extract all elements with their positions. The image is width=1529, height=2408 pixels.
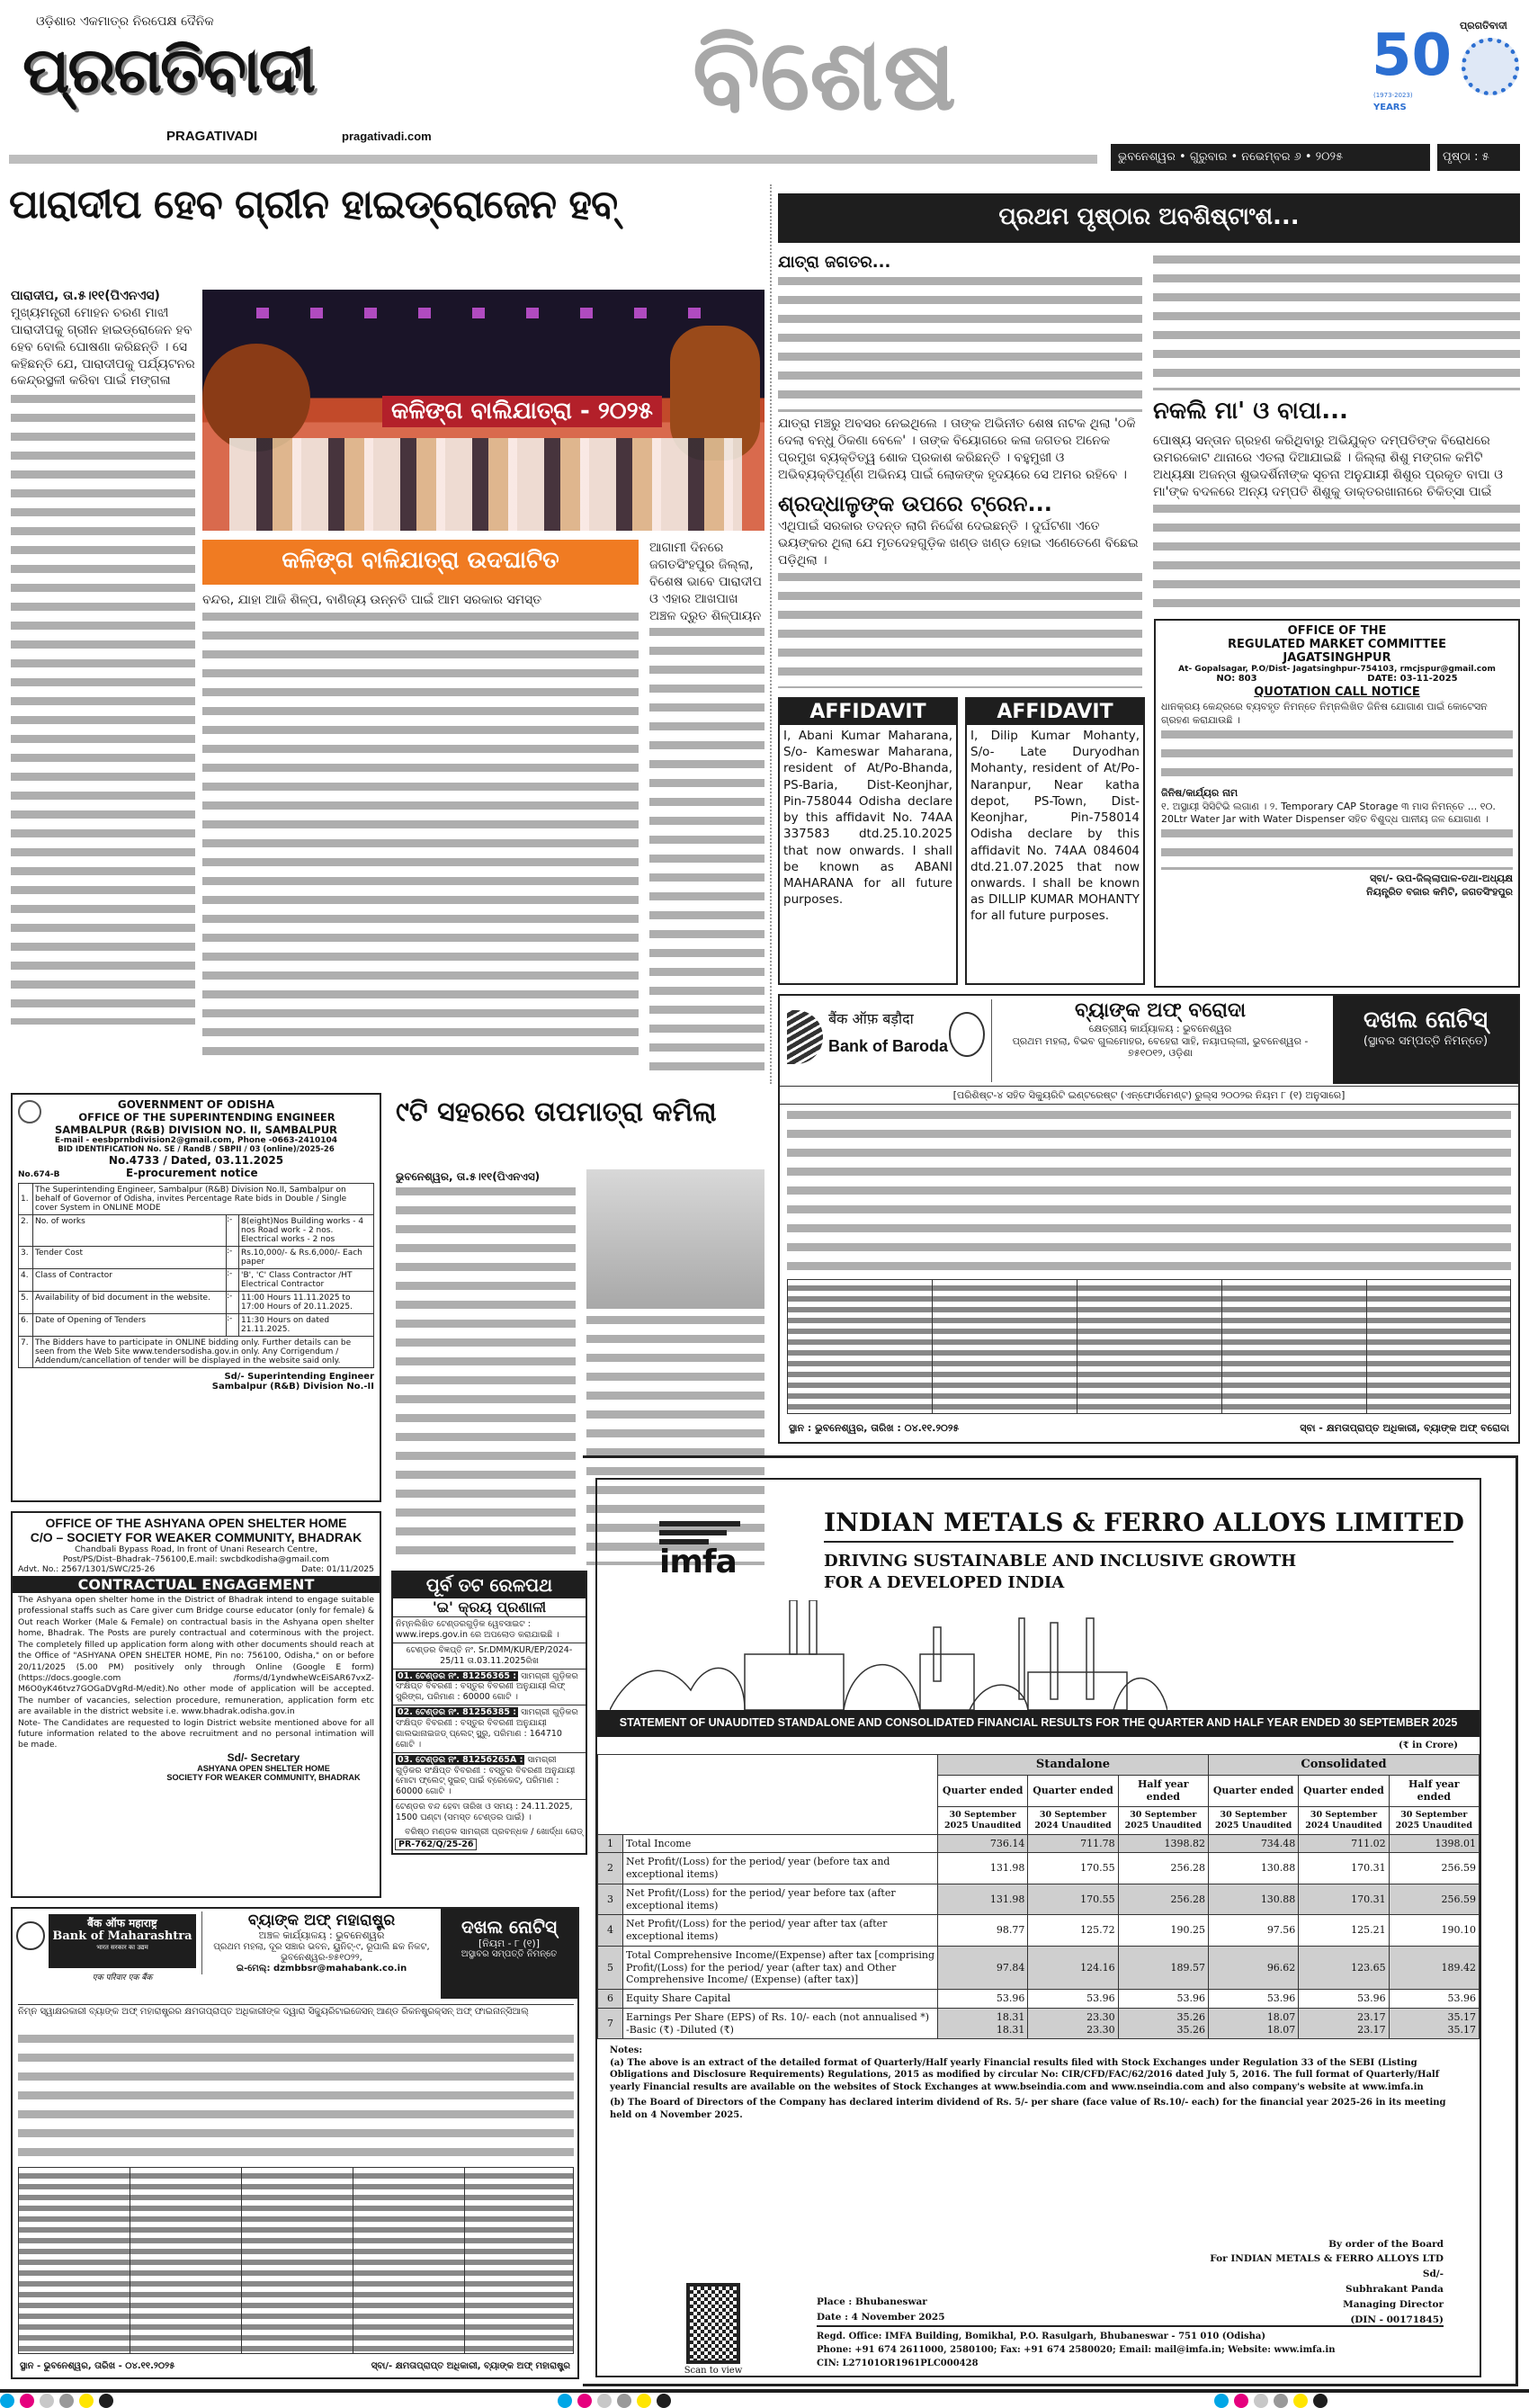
tender-item bbox=[393, 1669, 586, 1705]
tender-row bbox=[19, 1247, 374, 1269]
row-value: 35.17 35.17 bbox=[1389, 2008, 1479, 2039]
tender-description: ସାମଗ୍ରୀ ଗୁଡ଼ିକର ସଂକ୍ଷିପ୍ତ ବିବରଣୀ : ବସ୍ତୁର ବିବରଣୀ ଅନୁଯାୟୀ ଲିଫ୍ ସ୍ପ୍ରିଙ୍ଗ, ପରିମାଣ : 60000 ଗୋଟି । bbox=[396, 1670, 578, 1703]
notice-title: ଦଖଲ ନୋଟିସ୍ bbox=[460, 1916, 558, 1938]
row-number: 7 bbox=[598, 2008, 623, 2039]
section-title: ବିଶେଷ bbox=[693, 17, 957, 132]
row-value: 256.59 bbox=[1389, 1853, 1479, 1884]
blank-header bbox=[598, 1755, 938, 1835]
row-value: 736.14 bbox=[938, 1834, 1028, 1853]
result-row bbox=[598, 1884, 1480, 1915]
lead-headline: ପାରାଦୀପ ହେବ ଗ୍ରୀନ ହାଇଡ୍ରୋଜେନ ହବ୍ bbox=[9, 182, 618, 228]
bob-b-icon bbox=[787, 1010, 823, 1064]
lead-col3: ଆଗାମୀ ଦିନରେ ଜଗତସିଂହପୁର ଜିଲ୍ଲା, ବିଶେଷ ଭାବେ ପାରାଦୀପ ଓ ଏହାର ଆଖପାଖ ଅଞ୍ଚଳ ଦ୍ରୁତ ଶିଳ୍ପାୟନ bbox=[649, 540, 764, 1078]
column-type: Quarter ended bbox=[1299, 1776, 1389, 1807]
tender-item bbox=[393, 1705, 586, 1752]
row-value: 189.57 bbox=[1118, 1946, 1208, 1989]
row-value: 130.88 bbox=[1208, 1853, 1298, 1884]
row-label: Net Profit/(Loss) for the period/ year after tax (after exceptional items) bbox=[623, 1915, 938, 1947]
row-value: 124.16 bbox=[1028, 1946, 1118, 1989]
result-row bbox=[598, 1915, 1480, 1947]
registration-dot bbox=[40, 2394, 54, 2408]
tender-note: The Bidders have to participate in ONLINE bidding only. Further details can be seen from the Web Site www.tendersodisha.gov.in only. Any Corrigendum / Addendum/cancellation of tender will be displayed in the website said only. bbox=[33, 1337, 374, 1368]
result-row bbox=[598, 1853, 1480, 1884]
tender-no: 1. bbox=[19, 1184, 33, 1215]
row-value: 98.77 bbox=[938, 1915, 1028, 1947]
tender-no: 4. bbox=[19, 1269, 33, 1292]
row-number: 3 bbox=[598, 1884, 623, 1915]
tagline: ଓଡ଼ିଶାର ଏକମାତ୍ର ନିରପେକ୍ଷ ଦୈନିକ bbox=[36, 14, 214, 29]
fog-photo bbox=[586, 1169, 764, 1309]
factory-illustration bbox=[610, 1600, 1167, 1710]
row-value: 97.84 bbox=[938, 1946, 1028, 1989]
tender-value: 11:30 Hours on dated 21.11.2025. bbox=[239, 1314, 374, 1337]
row-value: 53.96 bbox=[1208, 1990, 1298, 2009]
row-value: 170.55 bbox=[1028, 1884, 1118, 1915]
lead-photo bbox=[202, 290, 764, 531]
row-label: Total Income bbox=[623, 1834, 938, 1853]
row-value: 53.96 bbox=[1118, 1990, 1208, 2009]
separator: :- bbox=[227, 1269, 239, 1292]
tender-label: No. of works bbox=[33, 1215, 227, 1247]
quotation-notice: OFFICE OF THE REGULATED MARKET COMMITTEE JAGATSINGHPUR At- Gopalsagar, P.O/Dist- Jagatsinghpur-754103, rmcjspur@gmail.com NO: 803 DATE: 03-11-2025 QUOTATION CALL NOTICE ଧାନକ୍ରୟ କେନ୍ଦ୍ରରେ ବ୍ୟବହୃତ ନିମନ୍ତେ ନିମ୍ନଲିଖିତ ଜିନିଷ ଯୋଗାଣ ପାଇଁ କୋଟେସନ ଗ୍ରହଣ କରାଯାଉଛି । ଜିନିଷ/କାର୍ଯ୍ୟର ନାମ ୧. ଅସ୍ଥାୟୀ ସିସିଟିଭି ଲଗାଣ । ୨. Temporary CAP Storage ୩ ମାସ ନିମନ୍ତେ ... ୧୦. 20Ltr Water Jar with Water Dispenser ସହିତ ବିଶୁଦ୍ଧ ପାନୀୟ ଜଳ ଯୋଗାଣ । ସ୍ବା/- ଉପ-ଜିଲ୍ଲାପାଳ-ତଥା-ଅଧ୍ୟକ୍ଷ ନିୟନ୍ତ୍ରିତ ବଜାର କମିଟି, ଜଗତସିଂହପୁର bbox=[1154, 619, 1520, 988]
tender-no: 5. bbox=[19, 1292, 33, 1314]
row-number: 1 bbox=[598, 1834, 623, 1853]
row-value: 125.21 bbox=[1299, 1915, 1389, 1947]
separator: :- bbox=[227, 1292, 239, 1314]
column-type: Half year ended bbox=[1118, 1776, 1208, 1807]
tender-no: 2. bbox=[19, 1215, 33, 1247]
header-rule bbox=[9, 155, 1097, 164]
section-title: ଯାତ୍ରା ଜଗତର... bbox=[778, 253, 891, 272]
column-date: 30 September 2025 Unaudited bbox=[1208, 1806, 1298, 1834]
affidavit-1: AFFIDAVIT I, Abani Kumar Maharana, S/o- Kameswar Maharana, resident of At/Po-Bhanda, PS-Baria, Dist-Keonjhar, Pin-758044 Odisha declare by this affidavit No. 74AA 337583 dtd.25.10.2025 that now onwards. I shall be known as ABANI MAHARANA for all future purposes. bbox=[778, 697, 958, 985]
weather-col1: ଭୁବନେଶ୍ୱର, ତା.୫।୧୧(ପିଏନଏସ) bbox=[396, 1169, 576, 1565]
row-value: 23.17 23.17 bbox=[1299, 2008, 1389, 2039]
tender-label: Tender Cost bbox=[33, 1247, 227, 1269]
row-value: 125.72 bbox=[1028, 1915, 1118, 1947]
masthead bbox=[0, 0, 1529, 175]
separator: :- bbox=[227, 1247, 239, 1269]
tender-no: 3. bbox=[19, 1247, 33, 1269]
affidavit-2: AFFIDAVIT I, Dilip Kumar Mohanty, S/o- Late Duryodhan Mohanty, resident of At/Po-Naranpur, Near katha depot, PS-Town, Dist-Keonjhar, Pin-758014 Odisha declare by this affidavit No. 74AA 084604 dtd.21.07.2025 that now onwards. I shall be known as DILLIP KUMAR MOHANTY for all future purposes. bbox=[965, 697, 1145, 985]
lead-col1 bbox=[11, 288, 195, 1079]
row-label: Total Comprehensive Income/(Expense) after tax [comprising Profit/(Loss) for the period/ year (after tax) and Other Comprehensive Income/ (Expense) (after tax)] bbox=[623, 1946, 938, 1989]
row-value: 711.02 bbox=[1299, 1834, 1389, 1853]
row-number: 5 bbox=[598, 1946, 623, 1989]
row-label: Earnings Per Share (EPS) of Rs. 10/- each (not annualised *) -Basic (₹) -Diluted (₹) bbox=[623, 2008, 938, 2039]
tender-row bbox=[19, 1314, 374, 1337]
continuation-col2: ନକଲି ମା' ଓ ବାପା... ପୋଷ୍ୟ ସନ୍ତାନ ଗ୍ରହଣ କରିଥିବାରୁ ଅଭିଯୁକ୍ତ ଦମ୍ପତିଙ୍କ ବିରୋଧରେ ଉମରକୋଟ ଥାନାରେ ଏତଲା ଦିଆଯାଇଛି । ଜିଲ୍ଲା ଶିଶୁ ମଙ୍ଗଳ କମିଟି ଅଧ୍ୟକ୍ଷା ଅଜନ୍ତା ଶୁଭଦର୍ଶିନୀଙ୍କ ସୂଚନା ଅନୁଯାୟୀ ଶିଶୁର ପ୍ରକୃତ ବାପା ଓ ମା'ଙ୍କ ବଦଳରେ ଅନ୍ୟ ଦମ୍ପତି ଶିଶୁକୁ ଡାକ୍ତରଖାନାରେ ଚିକିତ୍ସା ପାଇଁ bbox=[1153, 252, 1520, 612]
lead-intro: ମୁଖ୍ୟମନ୍ତ୍ରୀ ମୋହନ ଚରଣ ମାଝୀ ପାରାଦୀପକୁ ଗ୍ରୀନ ହାଇଡ୍ରୋଜେନ ହବ ହେବ ବୋଲି ଘୋଷଣା କରିଛନ୍ତି । ସେ କହିଛନ୍ତି ଯେ, ପାରାଦୀପକୁ ପର୍ଯ୍ୟଟନର କେନ୍ଦ୍ରସ୍ଥଳୀ କରିବା ପାଇଁ ମଙ୍ଗଳା bbox=[11, 305, 195, 389]
column-date: 30 September 2025 Unaudited bbox=[1389, 1806, 1479, 1834]
registration-dot bbox=[79, 2394, 94, 2408]
tender-value: 8(eight)Nos Building works - 4 nos Road work - 2 nos. Electrical works - 2 nos bbox=[239, 1215, 374, 1247]
bob-logo: बैंक ऑफ़ बड़ौदा Bank of Baroda bbox=[787, 1003, 944, 1075]
row-value: 256.28 bbox=[1118, 1853, 1208, 1884]
registration-dot bbox=[617, 2394, 631, 2408]
subhead-banner: କଳିଙ୍ଗ ବାଳିଯାତ୍ରା ଉଦଘାଟିତ bbox=[202, 540, 639, 585]
registration-dot bbox=[99, 2394, 113, 2408]
row-value: 1398.01 bbox=[1389, 1834, 1479, 1853]
row-value: 123.65 bbox=[1299, 1946, 1389, 1989]
column-type: Quarter ended bbox=[1028, 1776, 1118, 1807]
bom-table bbox=[18, 2167, 574, 2354]
dateline: ଭୁବନେଶ୍ୱର • ଗୁରୁବାର • ନଭେମ୍ବର ୬ • ୨୦୨୫ bbox=[1111, 144, 1430, 171]
ashyana-notice: OFFICE OF THE ASHYANA OPEN SHELTER HOME C/O – SOCIETY FOR WEAKER COMMUNITY, BHADRAK Chandbali Bypass Road, In front of Unani Research Centre, Post/PS/Dist–Bhadrak–756100,E.mail: swcbdkodisha@gmail.com Advt. No.: 2567/1301/SWC/25-26 Date: 01/11/2025 CONTRACTUAL ENGAGEMENT The Ashyana open shelter home in the District of Bhadrak intend to engage suitable professional staffs such as Care giver cum Bridge course educator (only for female) & Out reach Worker (Male & Female) on contractual basis in the Ashyana open shelter home, Bhadrak. The Posts are purely contractual and coterminous with the project. The completely filled up application form along with other documents should reach at the Office of "ASHYANA OPEN SHELTER HOME, Pin no: 756100, Odisha," on or before 20/11/2025 (5.00 PM) positively only through Online (Google E form) (https://docs.google.com /forms/d/1yndwheWcEiSAR67vxZ-M6O0yK46tvz7GOGaDVgRd-M/edit).No other mode of application will be accepted. The number of vacancies, selection procedure, remuneration, application form etc are available in the district website i.e. www.bhadrak.odisha.gov.in Note- The Candidates are requested to login District website mentioned above for all future information related to the above recruitment and no personal intimation will be made. Sd/- Secretary ASHYANA OPEN SHELTER HOME SOCIETY FOR WEAKER COMMUNITY, BHADRAK bbox=[11, 1511, 381, 1898]
group-header: Standalone bbox=[938, 1755, 1209, 1776]
column-date: 30 September 2024 Unaudited bbox=[1028, 1806, 1118, 1834]
group-header: Consolidated bbox=[1208, 1755, 1479, 1776]
bob-possession-notice: बैंक ऑफ़ बड़ौदा Bank of Baroda ବ୍ୟାଙ୍କ ଅଫ୍ ବରୋଦା କ୍ଷେତ୍ରୀୟ କାର୍ଯ୍ୟାଳୟ : ଭୁବନେଶ୍ୱର ପ୍ରଥମ ମହଲା, ବିଭବ ଗୁଲମୋହର, ବେହେରା ସାହି, ନୟାପଲ୍ଲୀ, ଭୁବନେଶ୍ୱର - ୭୫୧୦୧୨, ଓଡ଼ିଶା ଦଖଲ ନୋଟିସ୍ (ସ୍ଥାବର ସମ୍ପତ୍ତି ନିମନ୍ତେ) [ପରିଶିଷ୍ଟ-୪ ସହିତ ସିକ୍ୟୁରିଟି ଇଣ୍ଟରେଷ୍ଟ (ଏନ୍‌ଫୋର୍ସମେଣ୍ଟ) ରୁଲ୍ସ ୨୦୦୨ର ନିୟମ ୮ (୧) ଅନୁସାରେ] ସ୍ଥାନ : ଭୁବନେଶ୍ୱର, ତାରିଖ : ୦୪.୧୧.୨୦୨୫ ସ୍ବା - କ୍ଷମତାପ୍ରାପ୍ତ ଅଧିକାରୀ, ବ୍ୟାଙ୍କ ଅଫ୍ ବରୋଦା bbox=[778, 994, 1520, 1444]
row-value: 256.59 bbox=[1389, 1884, 1479, 1915]
row-value: 18.31 18.31 bbox=[938, 2008, 1028, 2039]
notice-title: ଦଖଲ ନୋଟିସ୍ bbox=[1364, 1007, 1488, 1034]
row-value: 53.96 bbox=[1389, 1990, 1479, 2009]
financial-results-table bbox=[597, 1754, 1480, 2039]
row-value: 53.96 bbox=[1028, 1990, 1118, 2009]
row-label: Net Profit/(Loss) for the period/ year before tax (after exceptional items) bbox=[623, 1884, 938, 1915]
result-row bbox=[598, 2008, 1480, 2039]
tender-number: 01. ଟେଣ୍ଡର ନଂ. 81256365 : bbox=[398, 1670, 517, 1681]
row-value: 53.96 bbox=[938, 1990, 1028, 2009]
tender-description: ସାମଗ୍ରୀ ଗୁଡ଼ିକର ସଂକ୍ଷିପ୍ତ ବିବରଣୀ : ବସ୍ତୁର ବିବରଣୀ ଅନୁଯାୟୀ ଗାଲଭାନାଇଜଡ୍ ପ୍ଲେଟ୍ ସ୍କ୍ରୁ, ପରିମାଣ : 164710 ଗୋଟି । bbox=[396, 1707, 578, 1750]
registration-dot bbox=[637, 2394, 651, 2408]
imfa-advert: imfa INDIAN METALS & FERRO ALLOYS LIMITED DRIVING SUSTAINABLE AND INCLUSIVE GROWTH FOR A DEVELOPED INDIA STATEMENT OF UNAUDITED STANDALONE AND CONSOLIDATED FINANCIAL RESULTS FOR THE QUARTER AND HALF YEAR ENDED 30 SEPTEMBER 2025 (₹ in Crore) Standalone Consolidated Quarter ended Quarter ended Half year ended Quarter ended Quarter ended Half year ended 30 September 2025 Unaudited 30 September 2024 Unaudited 30 September 2025 Unaudited 30 September 2025 Unaudited 30 September 2024 Unaudited 30 September 2025 Unaudited 1 Total Income 736.14 711.78 1398.82 734.48 711.02 1398.01 2 Net Profit/(Loss) for the period/ year (before tax and exceptional items) 131.98 170.55 256.28 130.88 170.31 256.59 3 Net Profit/(Loss) for the period/ year before tax (after exceptional items) 131.98 170.55 256.28 130.88 170.31 256.59 4 Net Profit/(Loss) for the period/ year after tax (after exceptional items) 98.77 125.72 190.25 97.56 125.21 190.10 5 Total Comprehensive Income/(Expense) after tax [comprising Profit/(Loss) for the period/ year (after tax) and Other Comprehensive Income/ (Expense) (after tax)] 97.84 124.16 189.57 96.62 123.65 189.42 6 Equity Share Capital 53.96 53.96 53.96 53.96 53.96 53.96 7 Earnings Per Share (EPS) of Rs. 10/- each (not annualised *) -Basic (₹) -Diluted (₹) 18.31 18.31 23.30 23.30 35.26 35.26 18.07 18.07 23.17 23.17 35.17 35.17 Notes: (a) The above is an extract of the detailed format of Quarterly/Half yearly Financial results filed with Stock Exchanges under Regulation 33 of the SEBI (Listing Obligations and Disclosure Requirements) Regulations, 2015 as modified by circular No: CIR/CFD/FAC/62/2016 dated July 5, 2016. The full format of Quarterly/Half yearly Financial results are available on the websites of Stock Exchanges at www.bseindia.com and www.nseindia.com and also company's website at www.imfa.in (b) The Board of Directors of the Company has declared interim dividend of Rs. 5/- per share (face value of Rs.10/- each) for the financial year 2025-26 in its meeting held on 4 November 2025. Scan to view By order of the Board For INDIAN METALS & FERRO ALLOYS LTD Sd/- Subhrakant Panda Managing Director (DIN - 00171845) Place : Bhubaneswar Date : 4 November 2025 Regd. Office: IMFA Building, Bomikhal, P.O. Rasulgarh, Bhubaneswar - 751 010 (Odisha) Phone: +91 674 2611000, 2580100; Fax: +91 674 2580020; Email: mail@imfa.in; Website: www.imfa.in CIN: L27101OR1961PLC000428 bbox=[583, 1455, 1518, 2386]
registration-dot bbox=[558, 2394, 572, 2408]
registration-dot bbox=[1254, 2394, 1268, 2408]
qr-code[interactable] bbox=[686, 2283, 740, 2364]
registration-dot bbox=[59, 2394, 74, 2408]
row-label: Equity Share Capital bbox=[623, 1990, 938, 2009]
registration-dot bbox=[1234, 2394, 1248, 2408]
imfa-logo: imfa bbox=[659, 1521, 749, 1580]
row-value: 190.10 bbox=[1389, 1915, 1479, 1947]
result-row bbox=[598, 1946, 1480, 1989]
row-value: 130.88 bbox=[1208, 1884, 1298, 1915]
govt-eprocurement-notice: GOVERNMENT OF ODISHA OFFICE OF THE SUPERINTENDING ENGINEER SAMBALPUR (R&B) DIVISION NO. II, SAMBALPUR E-mail - eesbprnbdivision2@gmail.com, Phone -0663-2410104 BID IDENTIFICATION No. SE / RandB / SBPII / 03 (online)/2025-26 No.4733 / Dated, 03.11.2025 No.674-B E-procurement notice 1. The Superintending Engineer, Sambalpur (R&B) Division No.II, Sambalpur on behalf of Governor of Odisha, invites Percentage Rate bids in Double / Single cover System in ONLINE MODE 2. No. of works :- 8(eight)Nos Building works - 4 nos Road work - 2 nos. Electrical works - 2 nos 3. Tender Cost :- Rs.10,000/- & Rs.6,000/- Each paper 4. Class of Contractor :- 'B', 'C' Class Contractor /HT Electrical Contractor 5. Availability of bid document in the website. :- 11:00 Hours 11.11.2025 to 17:00 Hours of 20.11.2025. 6. Date of Opening of Tenders :- 11:30 Hours on dated 21.11.2025. 7. The Bidders have to participate in ONLINE bidding only. Further details can be seen from the Web Site www.tendersodisha.gov.in only. Any Corrigendum / Addendum/cancellation of tender will be displayed in the website said only. Sd/- Superintending Engineer Sambalpur (R&B) Division No.-II bbox=[11, 1093, 381, 1502]
row-value: 190.25 bbox=[1118, 1915, 1208, 1947]
column-type: Quarter ended bbox=[938, 1776, 1028, 1807]
result-row bbox=[598, 1834, 1480, 1853]
registration-dot bbox=[657, 2394, 671, 2408]
tender-label: Availability of bid document in the website. bbox=[33, 1292, 227, 1314]
row-value: 131.98 bbox=[938, 1853, 1028, 1884]
separator: :- bbox=[227, 1314, 239, 1337]
row-value: 711.78 bbox=[1028, 1834, 1118, 1853]
row-value: 170.55 bbox=[1028, 1853, 1118, 1884]
bom-emblem-icon bbox=[16, 1921, 45, 1950]
bob-emblem-icon bbox=[949, 1012, 985, 1057]
registration-dot bbox=[1214, 2394, 1229, 2408]
registration-dot bbox=[577, 2394, 592, 2408]
tender-value: 'B', 'C' Class Contractor /HT Electrical Contractor bbox=[239, 1269, 374, 1292]
row-value: 96.62 bbox=[1208, 1946, 1298, 1989]
column-divider bbox=[770, 184, 772, 1084]
odisha-emblem-icon bbox=[18, 1100, 41, 1123]
registration-marks bbox=[0, 2394, 1529, 2408]
factory-skyline bbox=[610, 1600, 1167, 1710]
registration-dot bbox=[1274, 2394, 1288, 2408]
tender-no: 7. bbox=[19, 1337, 33, 1368]
tender-number: 02. ଟେଣ୍ଡର ନଂ. 81256385 : bbox=[398, 1707, 517, 1718]
seal-icon bbox=[1462, 38, 1519, 95]
continuation-band: ପ୍ରଥମ ପୃଷ୍ଠାର ଅବଶିଷ୍ଟାଂଶ... bbox=[778, 193, 1520, 243]
tender-value: 11:00 Hours 11.11.2025 to 17:00 Hours of 20.11.2025. bbox=[239, 1292, 374, 1314]
bom-possession-notice: बैंक ऑफ महाराष्ट्र Bank of Maharashtra भारत सरकार का उद्यम एक परिवार एक बैंक ବ୍ୟାଙ୍କ ଅଫ୍ ମହାରାଷ୍ଟ୍ର ଅଞ୍ଚଳ କାର୍ଯ୍ୟାଳୟ : ଭୁବନେଶ୍ୱର ପ୍ରଥମ ମହଲା, ଦୂର ସଞ୍ଚାର ଭବନ, ୟୁନିଟ୍-୯, ରୂପାଲି ଛକ ନିକଟ, ଭୁବନେଶ୍ୱର-୭୫୧୦୨୨, ଇ-ମେଲ୍: dzmbbsr@mahabank.co.in ଦଖଲ ନୋଟିସ୍ [ନିୟମ - ୮ (୧)] ଅସ୍ଥାବର ସମ୍ପତ୍ତି ନିମନ୍ତେ ନିମ୍ନ ସ୍ୱାକ୍ଷରକାରୀ ବ୍ୟାଙ୍କ ଅଫ୍ ମହାରାଷ୍ଟ୍ରର କ୍ଷମତାପ୍ରାପ୍ତ ଅଧିକାରୀଙ୍କ ଦ୍ୱାରା ସିକ୍ୟୁରିଟାଇଜେସନ୍ ଆଣ୍ଡ ରିକନଷ୍ଟ୍ରକ୍ସନ୍ ଅଫ୍ ଫାଇନାନ୍ସିଆଲ୍ ସ୍ଥାନ - ଭୁବନେଶ୍ୱର, ତାରିଖ - ୦୪.୧୧.୨୦୨୫ ସ୍ବା/- କ୍ଷମତାପ୍ରାପ୍ତ ଅଧିକାରୀ, ବ୍ୟାଙ୍କ ଅଫ୍ ମହାରାଷ୍ଟ୍ର bbox=[11, 1907, 579, 2379]
row-value: 35.26 35.26 bbox=[1118, 2008, 1208, 2039]
row-value: 170.31 bbox=[1299, 1853, 1389, 1884]
photo-banner: କଳିଙ୍ଗ ବାଲିଯାତ୍ରା - ୨୦୨୫ bbox=[382, 396, 662, 427]
row-number: 6 bbox=[598, 1990, 623, 2009]
weather-headline: ୯ଟି ସହରରେ ତାପମାତ୍ରା କମିଲା bbox=[396, 1097, 717, 1128]
registration-dot bbox=[0, 2394, 14, 2408]
dateline: ପାରାଦୀପ, ତା.୫।୧୧(ପିଏନଏସ) bbox=[11, 289, 160, 303]
row-number: 2 bbox=[598, 1853, 623, 1884]
separator: :- bbox=[227, 1215, 239, 1247]
registration-dot bbox=[597, 2394, 612, 2408]
result-row bbox=[598, 1990, 1480, 2009]
anniversary-logo: 50 (1973-2023) YEARS ପ୍ରଗତିବାଦୀ bbox=[1372, 20, 1525, 141]
row-value: 189.42 bbox=[1389, 1946, 1479, 1989]
continuation-col1: ଯାତ୍ରା ଜଗତର... ଯାତ୍ରା ମଞ୍ଚରୁ ଅବସର ନେଇଥିଲେ । ତାଙ୍କ ଅଭିନୀତ ଶେଷ ନାଟକ ଥିଲା 'ଠକି ଦେଲା ବନ୍ଧୁ ଠିକଣା ବେଳେ' । ତାଙ୍କ ବିୟୋଗରେ କଳା ଜଗତର ଅନେକ ପ୍ରମୁଖ ବ୍ୟକ୍ତିତ୍ୱ ଶୋକ ପ୍ରକାଶ କରିଛନ୍ତି । ବହୁମୁଖୀ ଓ ଅଭିବ୍ୟକ୍ତିପୂର୍ଣ୍ଣ ଅଭିନୟ ପାଇଁ ଲୋକଙ୍କ ହୃଦୟରେ ସେ ଅମର ରହିବେ । ଶ୍ରଦ୍ଧାଳୁଙ୍କ ଉପରେ ଟ୍ରେନ... ଏଥିପାଇଁ ସରକାର ତଦନ୍ତ ଲାଗି ନିର୍ଦ୍ଦେଶ ଦେଇଛନ୍ତି । ଦୁର୍ଘଟଣା ଏତେ ଭୟଙ୍କର ଥିଲା ଯେ ମୃତଦେହଗୁଡ଼ିକ ଖଣ୍ଡ ଖଣ୍ଡ ହୋଇ ଏଣେତେଣେ ବିଛେଇ ପଡ଼ିଥିଲା । bbox=[778, 252, 1142, 688]
tender-item bbox=[393, 1752, 586, 1800]
tender-label: Date of Opening of Tenders bbox=[33, 1314, 227, 1337]
tender-number: 03. ଟେଣ୍ଡର ନଂ. 81256265A : bbox=[398, 1754, 523, 1765]
column-date: 30 September 2025 Unaudited bbox=[938, 1806, 1028, 1834]
registration-dot bbox=[1313, 2394, 1328, 2408]
bom-logo: बैंक ऑफ महाराष्ट्र Bank of Maharashtra भारत सरकार का उद्यम एक परिवार एक बैंक bbox=[16, 1914, 196, 1991]
registration-dot bbox=[20, 2394, 34, 2408]
print-rule bbox=[0, 2389, 1529, 2393]
row-value: 170.31 bbox=[1299, 1884, 1389, 1915]
bob-table bbox=[787, 1279, 1511, 1414]
website[interactable]: pragativadi.com bbox=[342, 130, 432, 143]
row-number: 4 bbox=[598, 1915, 623, 1947]
section-title: ଶ୍ରଦ୍ଧାଳୁଙ୍କ ଉପରେ ଟ୍ରେନ... bbox=[778, 490, 1052, 516]
tender-row bbox=[19, 1215, 374, 1247]
tender-row bbox=[19, 1292, 374, 1314]
newspaper-logo[interactable]: ପ୍ରଗତିବାଦୀ bbox=[22, 33, 315, 107]
column-type: Half year ended bbox=[1389, 1776, 1479, 1807]
lead-col2: ବନ୍ଦର, ଯାହା ଆଜି ଶିଳ୍ପ, ବାଣିଜ୍ୟ ଉନ୍ନତି ପାଇଁ ଆମ ସରକାର ସମସ୍ତ bbox=[202, 592, 639, 1078]
section-title: ନକଲି ମା' ଓ ବାପା... bbox=[1153, 398, 1348, 425]
tender-table: 1. The Superintending Engineer, Sambalpur (R&B) Division No.II, Sambalpur on behalf of Governor of Odisha, invites Percentage Rate bids in Double / Single cover System in ONLINE MODE 2. No. of works :- 8(eight)Nos Building works - 4 nos Road work - 2 nos. Electrical works - 2 nos 3. Tender Cost :- Rs.10,000/- & Rs.6,000/- Each paper 4. Class of Contractor :- 'B', 'C' Class Contractor /HT Electrical Contractor 5. Availability of bid document in the website. :- 11:00 Hours 11.11.2025 to 17:00 Hours of 20.11.2025. 6. Date of Opening of Tenders :- 11:30 Hours on dated 21.11.2025. 7. The Bidders have to participate in ONLINE bidding only. Further details can be seen from the Web Site www.tendersodisha.gov.in only. Any Corrigendum / Addendum/cancellation of tender will be displayed in the website said only. bbox=[18, 1183, 374, 1368]
row-value: 131.98 bbox=[938, 1884, 1028, 1915]
column-type: Quarter ended bbox=[1208, 1776, 1298, 1807]
tender-description: ସାମଗ୍ରୀ ଗୁଡ଼ିକର ସଂକ୍ଷିପ୍ତ ବିବରଣୀ : ବସ୍ତୁର ବିବରଣୀ ଅନୁଯାୟୀ ମୋଟା ଫ୍ଲେଟ୍ ସୁଇଚ୍ ପାଇଁ ବ୍ରେକେଟ୍, ପରିମାଣ : 60000 ଗୋଟି । bbox=[396, 1754, 576, 1797]
row-value: 18.07 18.07 bbox=[1208, 2008, 1298, 2039]
row-value: 734.48 bbox=[1208, 1834, 1298, 1853]
english-name: PRAGATIVADI bbox=[166, 129, 258, 144]
tender-no: 6. bbox=[19, 1314, 33, 1337]
row-label: Net Profit/(Loss) for the period/ year (before tax and exceptional items) bbox=[623, 1853, 938, 1884]
tender-row bbox=[19, 1269, 374, 1292]
railway-tender: ପୂର୍ବ ତଟ ରେଳପଥ 'ଇ' କ୍ରୟ ପ୍ରଣାଳୀ ନିମ୍ନଲିଖିତ ଟେଣ୍ଡରଗୁଡ଼ିକ ୱେବସାଇଟ : www.ireps.gov.in ରେ ଅପଲୋଡ କରାଯାଇଛି । ଟେଣ୍ଡର ବିଜ୍ଞପ୍ତି ନଂ. Sr.DMM/KUR/EP/2024-25/11 ତା.03.11.2025ରିଖ 01. ଟେଣ୍ଡର ନଂ. 81256365 : ସାମଗ୍ରୀ ଗୁଡ଼ିକର ସଂକ୍ଷିପ୍ତ ବିବରଣୀ : ବସ୍ତୁର ବିବରଣୀ ଅନୁଯାୟୀ ଲିଫ୍ ସ୍ପ୍ରିଙ୍ଗ, ପରିମାଣ : 60000 ଗୋଟି । 02. ଟେଣ୍ଡର ନଂ. 81256385 : ସାମଗ୍ରୀ ଗୁଡ଼ିକର ସଂକ୍ଷିପ୍ତ ବିବରଣୀ : ବସ୍ତୁର ବିବରଣୀ ଅନୁଯାୟୀ ଗାଲଭାନାଇଜଡ୍ ପ୍ଲେଟ୍ ସ୍କ୍ରୁ, ପରିମାଣ : 164710 ଗୋଟି । 03. ଟେଣ୍ଡର ନଂ. 81256265A : ସାମଗ୍ରୀ ଗୁଡ଼ିକର ସଂକ୍ଷିପ୍ତ ବିବରଣୀ : ବସ୍ତୁର ବିବରଣୀ ଅନୁଯାୟୀ ମୋଟା ଫ୍ଲେଟ୍ ସୁଇଚ୍ ପାଇଁ ବ୍ରେକେଟ୍, ପରିମାଣ : 60000 ଗୋଟି । ଟେଣ୍ଡର ବନ୍ଦ ହେବା ତାରିଖ ଓ ସମୟ : 24.11.2025, 1500 ଘଣ୍ଟା (ସମସ୍ତ ଟେଣ୍ଡର ପାଇଁ) । ବରିଷ୍ଠ ମଣ୍ଡଳ ସାମଗ୍ରୀ ପ୍ରବନ୍ଧକ / ଖୋର୍ଦ୍ଧା ରୋଡ୍ PR-762/Q/25-26 bbox=[391, 1571, 587, 1855]
column-date: 30 September 2024 Unaudited bbox=[1299, 1806, 1389, 1834]
registration-dot bbox=[1293, 2394, 1308, 2408]
row-value: 53.96 bbox=[1299, 1990, 1389, 2009]
row-value: 256.28 bbox=[1118, 1884, 1208, 1915]
row-value: 1398.82 bbox=[1118, 1834, 1208, 1853]
page-number: ପୃଷ୍ଠା : ୫ bbox=[1437, 144, 1520, 171]
column-date: 30 September 2025 Unaudited bbox=[1118, 1806, 1208, 1834]
tender-label: Class of Contractor bbox=[33, 1269, 227, 1292]
row-value: 23.30 23.30 bbox=[1028, 2008, 1118, 2039]
tender-value: Rs.10,000/- & Rs.6,000/- Each paper bbox=[239, 1247, 374, 1269]
row-value: 97.56 bbox=[1208, 1915, 1298, 1947]
